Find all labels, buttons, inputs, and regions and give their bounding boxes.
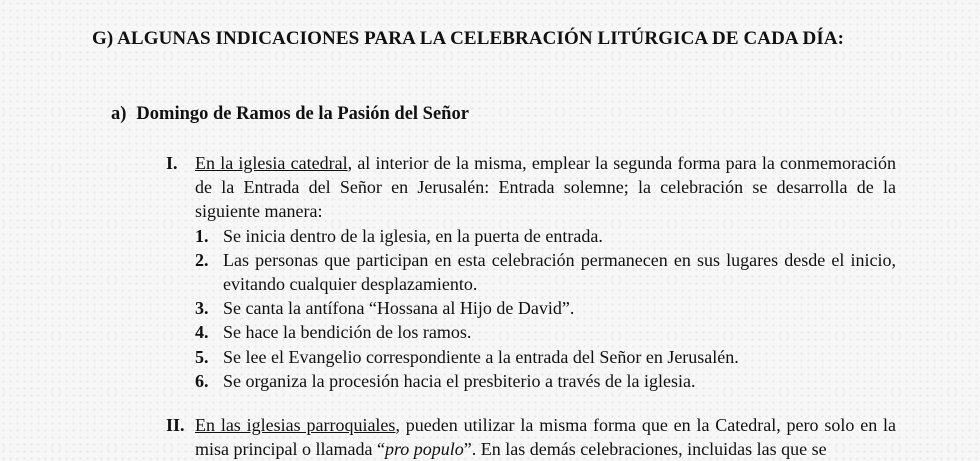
list-item-text: Se lee el Evangelio correspondiente a la entrada del Señor en Jerusalén. <box>223 346 739 367</box>
list-item-number: 5. <box>195 346 209 367</box>
paragraph-body: , pueden utilizar la misma forma que en la Catedral, pero solo en la misa principal o llamada “ <box>195 415 897 460</box>
paragraph-parroquiales <box>166 413 896 461</box>
paragraph-body-continued: ”. En las demás celebraciones, incluidas las que se <box>463 439 827 460</box>
italic-phrase: pro populo <box>384 439 464 460</box>
list-item <box>195 320 896 344</box>
list-item <box>195 224 896 248</box>
list-item-text: Se organiza la procesión hacia el presbiterio a través de la iglesia. <box>223 370 696 391</box>
list-item-number: 6. <box>195 370 209 391</box>
paragraph-number: I. <box>166 153 178 173</box>
list-item-number: 4. <box>195 322 209 343</box>
paragraph-body: , al interior de la misma, emplear la segunda forma para la conmemoración de la Entrada del Señor en Jerusalén: Entrada solemne; la celebración se desarrolla de la siguiente manera: <box>195 153 896 222</box>
list-item <box>195 345 896 369</box>
section-heading: G) ALGUNAS INDICACIONES PARA LA CELEBRACIÓN LITÚRGICA DE CADA DÍA: <box>92 28 845 49</box>
list-item-number: 1. <box>195 225 209 246</box>
subsection-marker: a) <box>111 104 127 124</box>
paragraph-text <box>195 413 896 461</box>
list-item-text: Se hace la bendición de los ramos. <box>223 322 472 343</box>
list-item-text: Las personas que participan en esta celebración permanecen en sus lugares desde el inicio, evitando cualquier desplazamiento. <box>223 249 896 295</box>
subsection-title: Domingo de Ramos de la Pasión del Señor <box>136 104 469 124</box>
numbered-list <box>195 224 896 393</box>
list-item-text: Se canta la antífona “Hossana al Hijo de David”. <box>223 298 575 319</box>
list-item <box>195 296 896 320</box>
underlined-phrase: En las iglesias parroquiales <box>195 415 396 435</box>
paragraph-catedral <box>166 151 896 393</box>
underlined-phrase: En la iglesia catedral <box>195 153 348 173</box>
list-item-number: 3. <box>195 298 209 319</box>
list-item <box>195 248 896 296</box>
paragraph-text <box>195 151 896 224</box>
subsection-heading <box>111 104 469 125</box>
list-item-number: 2. <box>195 249 209 270</box>
list-item <box>195 369 896 393</box>
list-item-text: Se inicia dentro de la iglesia, en la puerta de entrada. <box>223 225 603 246</box>
paragraph-number: II. <box>166 415 185 435</box>
